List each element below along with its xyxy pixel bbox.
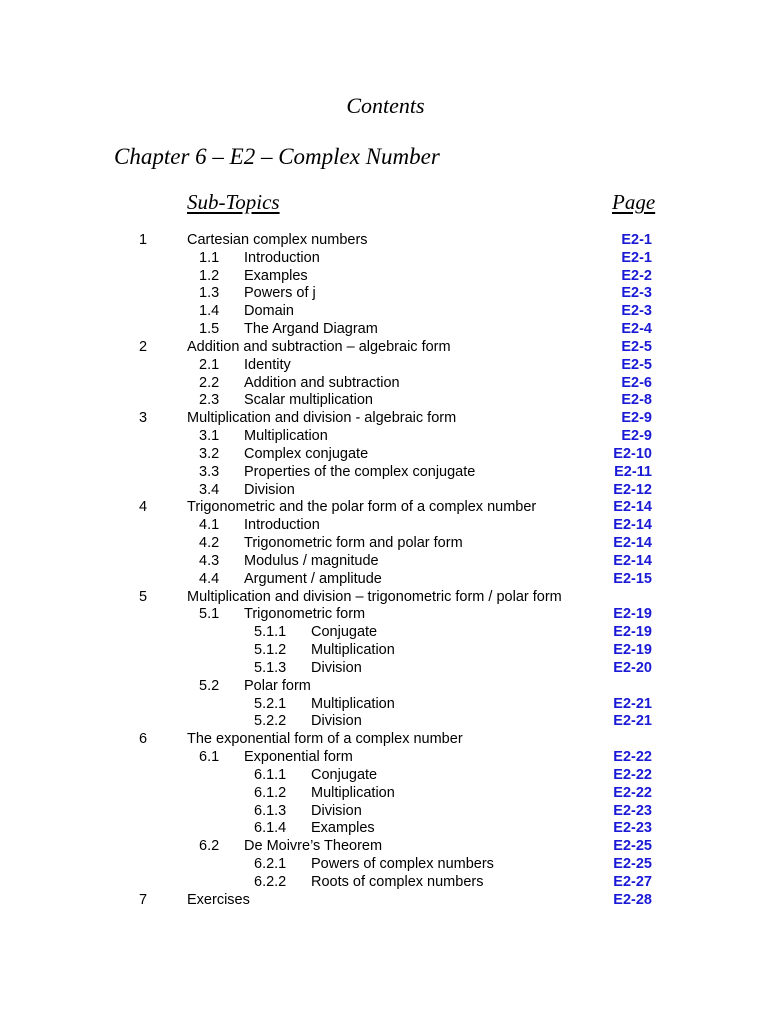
toc-entry-title: Multiplication bbox=[311, 784, 395, 801]
toc-entry bbox=[0, 517, 768, 535]
toc-entry-page-link[interactable]: E2-28 bbox=[613, 891, 652, 908]
toc-entry-number: 3 bbox=[139, 410, 148, 427]
toc-entry-page-link[interactable]: E2-20 bbox=[613, 659, 652, 676]
toc-entry-page-link[interactable]: E2-14 bbox=[613, 552, 652, 569]
toc-entry-page-link[interactable]: E2-3 bbox=[621, 303, 652, 320]
toc-entry-page-link[interactable]: E2-22 bbox=[613, 784, 652, 801]
toc-entry-page-link[interactable]: E2-9 bbox=[621, 410, 652, 427]
toc-entry-number: 4 bbox=[139, 499, 148, 516]
toc-entry-page-link[interactable]: E2-6 bbox=[621, 374, 652, 391]
toc-entry-title: Modulus / magnitude bbox=[244, 552, 379, 569]
toc-entry-number: 4.1 bbox=[199, 517, 220, 534]
toc-entry-page-link[interactable]: E2-23 bbox=[613, 820, 652, 837]
toc-entry-title: Multiplication bbox=[244, 428, 328, 445]
toc-entry-title: Domain bbox=[244, 303, 294, 320]
toc-entry-number: 5.1 bbox=[199, 606, 220, 623]
toc-entry-title: Identity bbox=[244, 356, 291, 373]
toc-entry-number: 6.1.1 bbox=[254, 766, 287, 783]
toc-entry-page-link[interactable]: E2-23 bbox=[613, 802, 652, 819]
toc-entry bbox=[0, 268, 768, 286]
toc-entry bbox=[0, 357, 768, 375]
toc-entry-page-link[interactable]: E2-12 bbox=[613, 481, 652, 498]
toc-entry bbox=[0, 571, 768, 589]
toc-entry-title: Cartesian complex numbers bbox=[187, 232, 368, 248]
chapter-title: Chapter 6 – E2 – Complex Number bbox=[114, 144, 440, 169]
toc-entry-title: Exercises bbox=[187, 891, 250, 908]
toc-entry-page-link[interactable]: E2-27 bbox=[613, 873, 652, 890]
toc-entry-title: Multiplication bbox=[311, 642, 395, 659]
toc-entry-number: 6.1.2 bbox=[254, 784, 287, 801]
toc-entry-number: 1.1 bbox=[199, 249, 220, 266]
toc-entry-page-link[interactable]: E2-14 bbox=[613, 535, 652, 552]
toc-entry bbox=[0, 696, 768, 714]
toc-entry-page-link[interactable]: E2-22 bbox=[613, 766, 652, 783]
toc-entry-page-link[interactable]: E2-14 bbox=[613, 517, 652, 534]
toc-entry-title: Division bbox=[244, 481, 295, 498]
toc-entry bbox=[0, 731, 768, 749]
toc-entry-page-link[interactable]: E2-19 bbox=[613, 642, 652, 659]
toc-entry-number: 6.2.1 bbox=[254, 855, 287, 872]
toc-entry-title: Powers of complex numbers bbox=[311, 855, 494, 872]
toc-entry-number: 5.2.1 bbox=[254, 695, 287, 712]
toc-entry bbox=[0, 285, 768, 303]
toc-entry-page-link[interactable]: E2-10 bbox=[613, 445, 652, 462]
toc-entry-title: Multiplication and division – trigonometric form / polar form bbox=[187, 588, 562, 605]
toc-entry-title: Multiplication and division - algebraic form bbox=[187, 410, 457, 427]
toc-entry-title: Scalar multiplication bbox=[244, 392, 373, 409]
toc-entry bbox=[0, 553, 768, 571]
toc-entry bbox=[0, 392, 768, 410]
toc-entry-title: Addition and subtraction – algebraic form bbox=[187, 338, 451, 355]
toc-entry-title: Introduction bbox=[244, 249, 320, 266]
toc-entry bbox=[0, 589, 768, 607]
toc-entry-page-link[interactable]: E2-8 bbox=[621, 392, 652, 409]
table-of-contents bbox=[0, 232, 768, 909]
toc-entry-number: 6.1.3 bbox=[254, 802, 287, 819]
toc-entry bbox=[0, 856, 768, 874]
toc-entry bbox=[0, 499, 768, 517]
toc-entry-title: Addition and subtraction bbox=[244, 374, 400, 391]
toc-entry-title: De Moivre’s Theorem bbox=[244, 838, 383, 855]
toc-entry bbox=[0, 624, 768, 642]
toc-entry-title: Argument / amplitude bbox=[244, 570, 382, 587]
toc-entry-number: 5.1.1 bbox=[254, 624, 287, 641]
toc-entry-title: Division bbox=[311, 659, 362, 676]
toc-entry bbox=[0, 303, 768, 321]
toc-entry-page-link[interactable]: E2-5 bbox=[621, 338, 652, 355]
toc-entry bbox=[0, 678, 768, 696]
toc-entry bbox=[0, 375, 768, 393]
toc-entry-number: 6.2.2 bbox=[254, 873, 287, 890]
toc-entry-page-link[interactable]: E2-19 bbox=[613, 606, 652, 623]
toc-entry-page-link[interactable]: E2-4 bbox=[621, 321, 652, 338]
toc-entry-number: 5 bbox=[139, 588, 148, 605]
toc-entry bbox=[0, 232, 768, 250]
toc-entry-page-link[interactable]: E2-1 bbox=[621, 249, 652, 266]
toc-entry bbox=[0, 803, 768, 821]
toc-entry-page-link[interactable]: E2-25 bbox=[613, 855, 652, 872]
toc-entry-number: 1.5 bbox=[199, 321, 220, 338]
toc-entry-title: Polar form bbox=[244, 677, 311, 694]
subtopics-heading: Sub-Topics bbox=[187, 190, 280, 214]
toc-entry-title: Multiplication bbox=[311, 695, 395, 712]
toc-entry-number: 1 bbox=[139, 232, 148, 248]
toc-entry bbox=[0, 820, 768, 838]
toc-entry-number: 6.2 bbox=[199, 838, 220, 855]
toc-entry-page-link[interactable]: E2-15 bbox=[613, 570, 652, 587]
toc-entry bbox=[0, 713, 768, 731]
toc-entry bbox=[0, 482, 768, 500]
toc-entry-title: Examples bbox=[311, 820, 375, 837]
toc-entry bbox=[0, 892, 768, 910]
toc-entry-title: Complex conjugate bbox=[244, 445, 369, 462]
toc-entry-number: 2.2 bbox=[199, 374, 220, 391]
toc-entry-title: Conjugate bbox=[311, 624, 378, 641]
toc-entry-title: Examples bbox=[244, 267, 308, 284]
toc-entry bbox=[0, 660, 768, 678]
toc-entry-title: Exponential form bbox=[244, 749, 353, 766]
toc-entry-title: Trigonometric and the polar form of a complex number bbox=[187, 499, 537, 516]
toc-entry-title: The Argand Diagram bbox=[244, 321, 378, 338]
page-column-heading: Page bbox=[612, 190, 656, 214]
toc-entry-number: 5.1.3 bbox=[254, 659, 287, 676]
toc-entry-title: Division bbox=[311, 802, 362, 819]
toc-entry-page-link[interactable]: E2-19 bbox=[613, 624, 652, 641]
toc-entry-number: 2.1 bbox=[199, 356, 220, 373]
toc-entry-title: Powers of j bbox=[244, 285, 316, 302]
toc-entry-number: 2.3 bbox=[199, 392, 220, 409]
toc-entry-title: Trigonometric form and polar form bbox=[244, 535, 463, 552]
toc-entry-number: 4.2 bbox=[199, 535, 220, 552]
toc-entry bbox=[0, 642, 768, 660]
toc-entry-number: 4.3 bbox=[199, 552, 220, 569]
toc-entry bbox=[0, 838, 768, 856]
toc-entry-number: 5.2.2 bbox=[254, 713, 287, 730]
toc-entry-page-link[interactable]: E2-1 bbox=[621, 232, 652, 248]
toc-entry-page-link[interactable]: E2-9 bbox=[621, 428, 652, 445]
toc-entry-number: 5.2 bbox=[199, 677, 220, 694]
toc-entry-number: 4.4 bbox=[199, 570, 220, 587]
toc-entry bbox=[0, 428, 768, 446]
toc-entry-page-link[interactable]: E2-25 bbox=[613, 838, 652, 855]
toc-entry bbox=[0, 250, 768, 268]
toc-entry-number: 6 bbox=[139, 731, 148, 748]
toc-entry-number: 1.3 bbox=[199, 285, 220, 302]
toc-entry-title: The exponential form of a complex number bbox=[187, 731, 463, 748]
toc-entry-number: 6.1.4 bbox=[254, 820, 287, 837]
toc-entry bbox=[0, 785, 768, 803]
toc-entry-page-link[interactable]: E2-2 bbox=[621, 267, 652, 284]
toc-entry-number: 3.2 bbox=[199, 445, 220, 462]
toc-entry-number: 1.4 bbox=[199, 303, 220, 320]
toc-entry bbox=[0, 606, 768, 624]
toc-entry-number: 6.1 bbox=[199, 749, 220, 766]
toc-entry-title: Trigonometric form bbox=[244, 606, 366, 623]
toc-entry-title: Properties of the complex conjugate bbox=[244, 463, 476, 480]
toc-entry-page-link[interactable]: E2-5 bbox=[621, 356, 652, 373]
toc-entry-number: 3.1 bbox=[199, 428, 220, 445]
toc-entry bbox=[0, 339, 768, 357]
toc-entry-title: Introduction bbox=[244, 517, 320, 534]
toc-entry-page-link[interactable]: E2-11 bbox=[614, 463, 652, 480]
toc-entry-number: 3.4 bbox=[199, 481, 220, 498]
toc-entry-title: Division bbox=[311, 713, 362, 730]
toc-entry bbox=[0, 749, 768, 767]
toc-entry-number: 7 bbox=[139, 891, 148, 908]
toc-entry bbox=[0, 464, 768, 482]
page-title: Contents bbox=[346, 93, 425, 118]
toc-entry-number: 5.1.2 bbox=[254, 642, 287, 659]
toc-entry-page-link[interactable]: E2-22 bbox=[613, 749, 652, 766]
toc-entry bbox=[0, 874, 768, 892]
toc-entry bbox=[0, 321, 768, 339]
toc-entry-page-link[interactable]: E2-21 bbox=[613, 713, 652, 730]
toc-entry-title: Conjugate bbox=[311, 766, 378, 783]
toc-entry-number: 1.2 bbox=[199, 267, 220, 284]
toc-entry bbox=[0, 446, 768, 464]
toc-entry-page-link[interactable]: E2-3 bbox=[621, 285, 652, 302]
toc-entry-title: Roots of complex numbers bbox=[311, 873, 484, 890]
toc-entry bbox=[0, 535, 768, 553]
toc-entry-page-link[interactable]: E2-14 bbox=[613, 499, 652, 516]
toc-entry-number: 2 bbox=[139, 338, 148, 355]
toc-entry bbox=[0, 767, 768, 785]
toc-entry-number: 3.3 bbox=[199, 463, 220, 480]
toc-entry bbox=[0, 410, 768, 428]
toc-entry-page-link[interactable]: E2-21 bbox=[613, 695, 652, 712]
